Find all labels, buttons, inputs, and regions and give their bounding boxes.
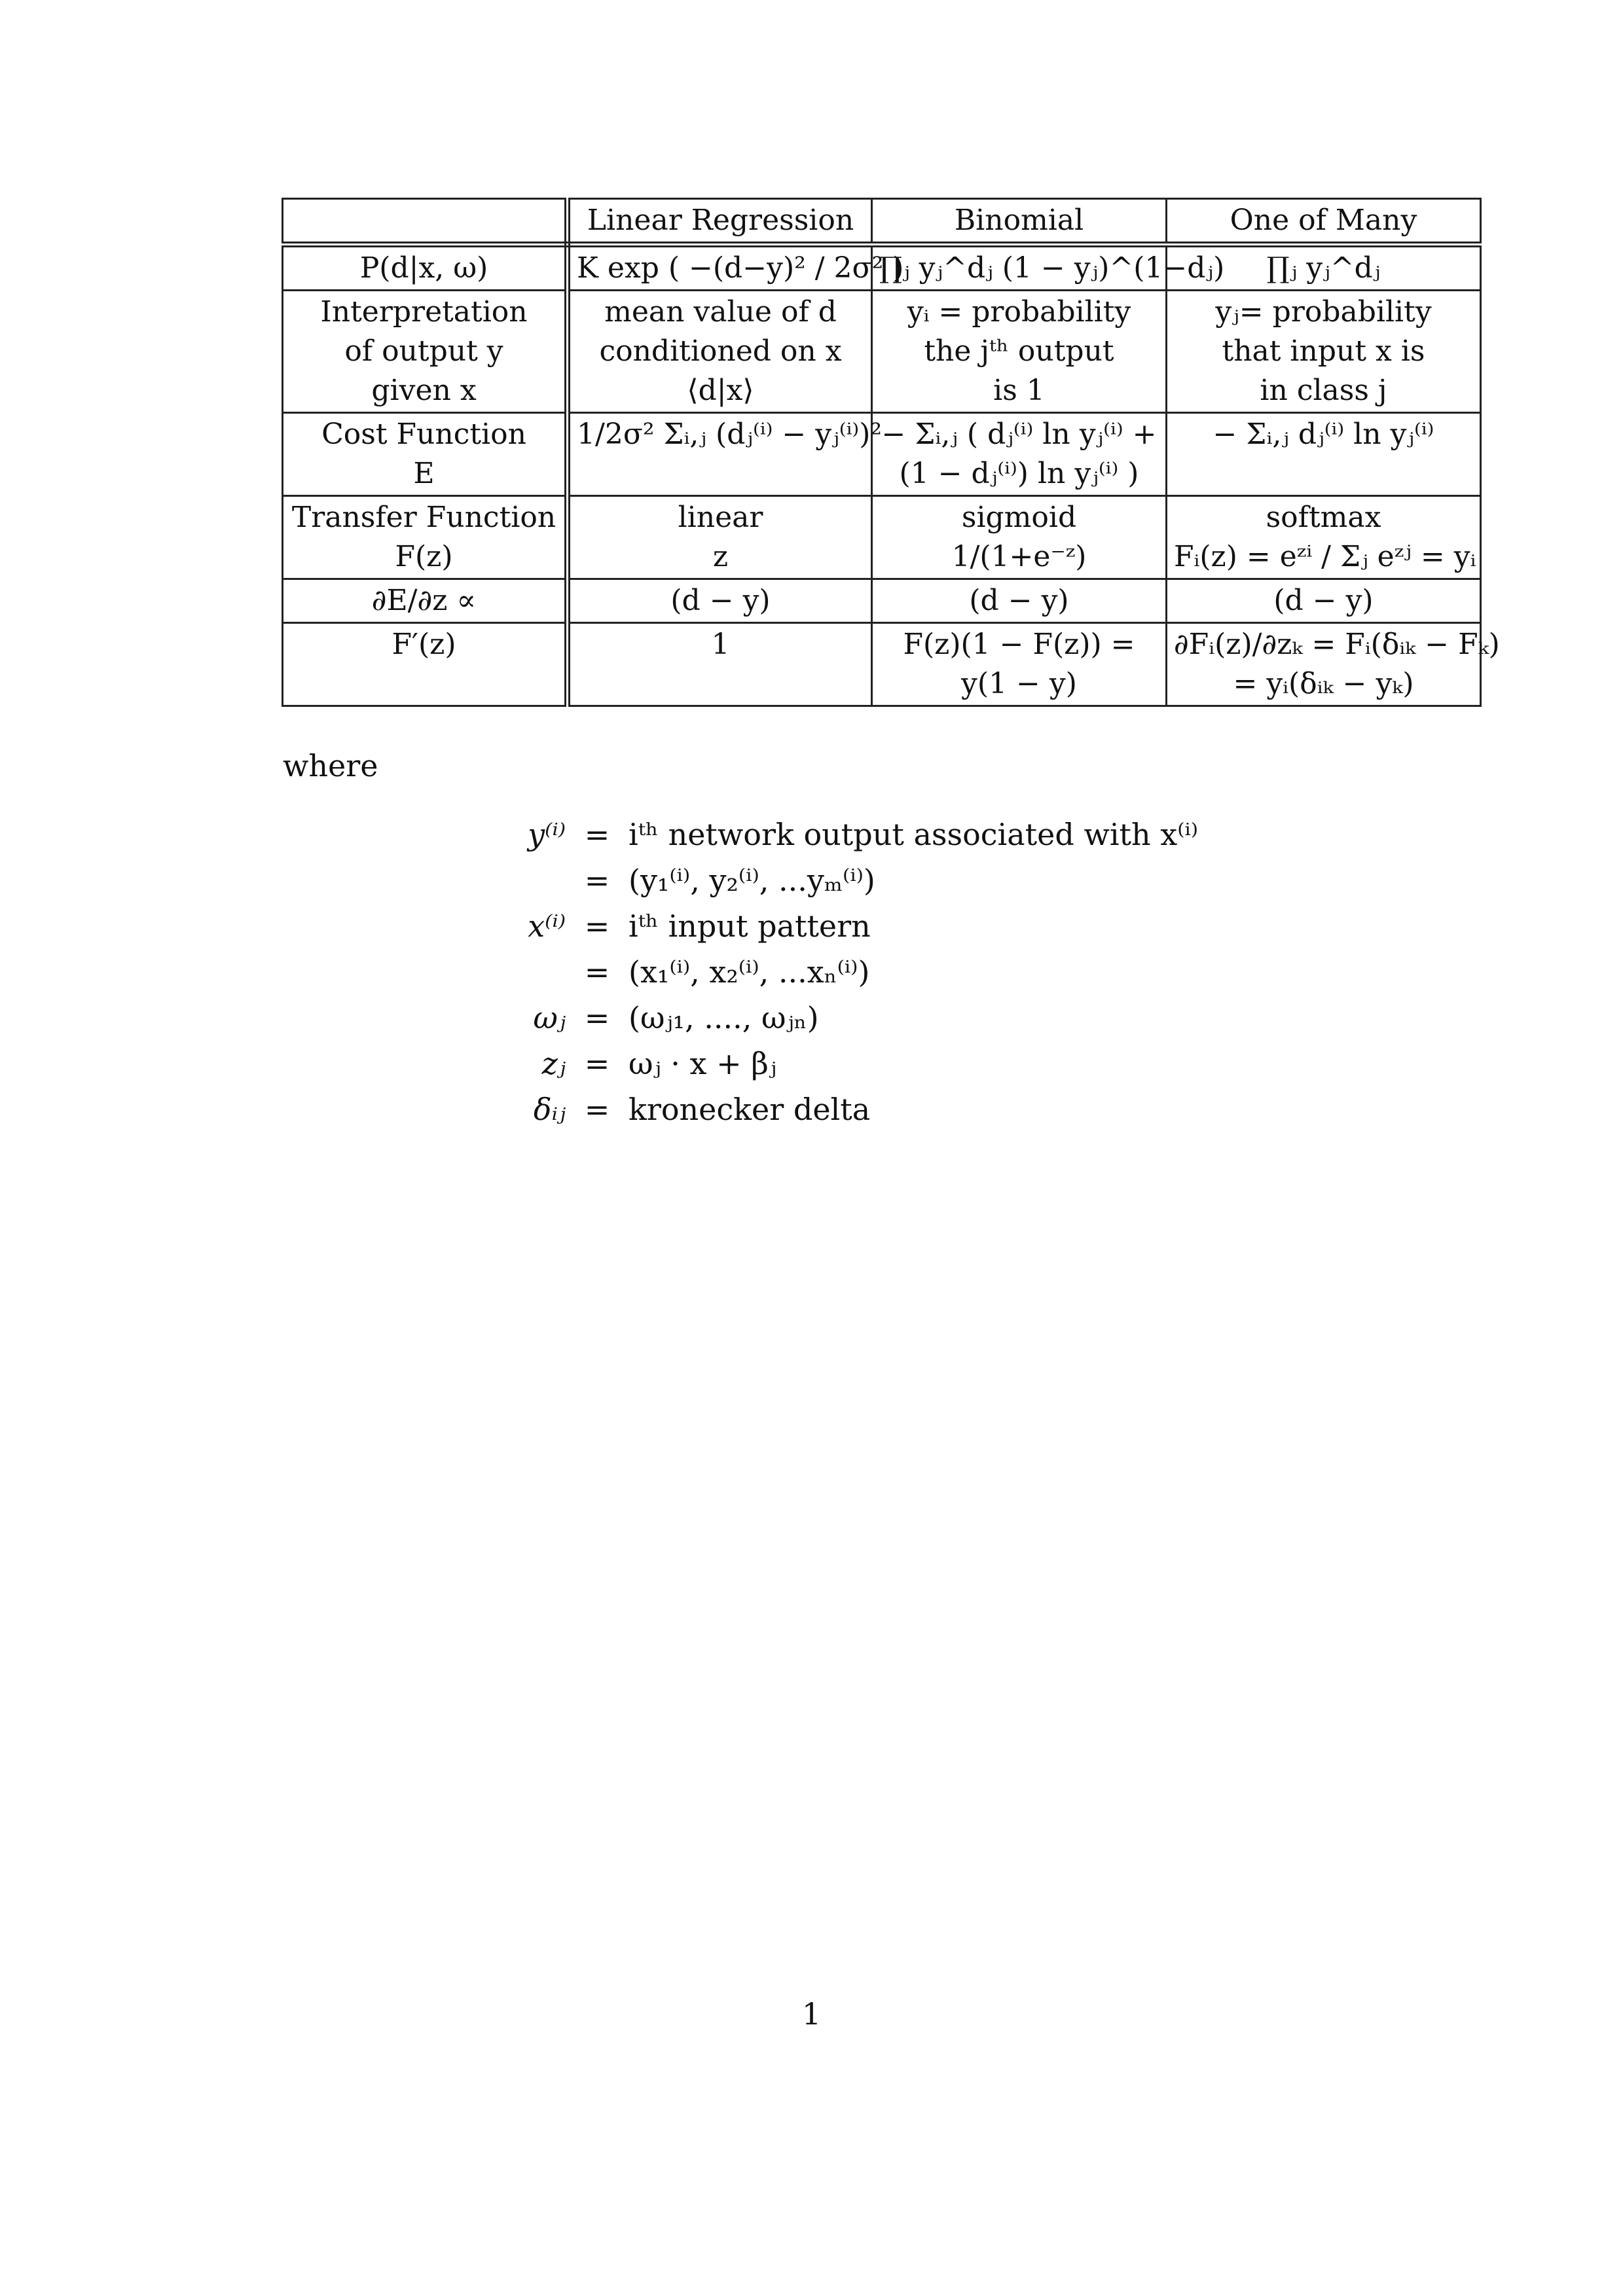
cell-line: ∂E/∂z ∝ xyxy=(371,584,477,617)
definition-symbol xyxy=(458,949,575,995)
equals-sign: = xyxy=(584,1092,610,1127)
cell-line: E xyxy=(413,457,435,490)
cell-line: z xyxy=(712,540,729,573)
definitions-body xyxy=(458,812,1207,1132)
linear-regression-cell xyxy=(568,413,883,496)
one-of-many-cell xyxy=(1167,496,1481,579)
row-label xyxy=(283,496,568,579)
cell-line: 1 xyxy=(711,628,730,661)
binomial-cell xyxy=(872,413,1167,496)
cell-line: linear xyxy=(678,501,763,534)
cell-line: K exp ( −(d−y)² / 2σ² ) xyxy=(577,251,904,285)
definition-symbol: y⁽ⁱ⁾ xyxy=(528,817,566,852)
definition-value: kronecker delta xyxy=(629,1092,871,1127)
definition-symbol: zⱼ xyxy=(541,1046,566,1081)
cell-line: (d − y) xyxy=(1273,584,1374,617)
definition-row xyxy=(458,903,1207,949)
table-row xyxy=(283,291,1481,413)
binomial-cell xyxy=(872,579,1167,623)
cell-line: 1/(1+e⁻ᶻ) xyxy=(951,540,1087,573)
cell-line: = yᵢ(δᵢₖ − yₖ) xyxy=(1233,667,1414,700)
binomial-cell xyxy=(872,623,1167,706)
cell-line: conditioned on x xyxy=(599,334,842,368)
comparison-table-body xyxy=(283,199,1500,706)
cell-line: that input x is xyxy=(1222,334,1425,368)
table-row xyxy=(283,496,1481,579)
where-label: where xyxy=(283,748,378,783)
equals-sign: = xyxy=(584,908,610,944)
cell-line: mean value of d xyxy=(604,295,837,329)
equals-sign: = xyxy=(584,954,610,990)
header-linear-regression: Linear Regression xyxy=(568,199,872,245)
definition-value: ωⱼ · x + βⱼ xyxy=(629,1046,777,1081)
cell-line: − Σᵢ,ⱼ dⱼ⁽ⁱ⁾ ln yⱼ⁽ⁱ⁾ xyxy=(1213,418,1434,451)
equals-sign: = xyxy=(584,817,610,852)
row-label xyxy=(283,291,568,413)
cell-line: Cost Function xyxy=(321,418,526,451)
cell-line: F′(z) xyxy=(392,628,456,661)
cell-line: 1/2σ² Σᵢ,ⱼ (dⱼ⁽ⁱ⁾ − yⱼ⁽ⁱ⁾)² xyxy=(577,418,883,451)
linear-regression-cell xyxy=(568,496,872,579)
row-label xyxy=(283,413,568,496)
header-binomial: Binomial xyxy=(872,199,1167,245)
cell-line: ⟨d|x⟩ xyxy=(687,374,754,407)
cell-line: in class j xyxy=(1260,374,1387,407)
cell-line: − Σᵢ,ⱼ ( dⱼ⁽ⁱ⁾ ln yⱼ⁽ⁱ⁾ + xyxy=(881,418,1157,451)
linear-regression-cell xyxy=(568,579,872,623)
cell-line: F(z) xyxy=(395,540,453,573)
cell-line: Interpretation xyxy=(320,295,528,329)
definition-row xyxy=(458,857,1207,903)
cell-line: F(z)(1 − F(z)) = xyxy=(903,628,1135,661)
row-label xyxy=(283,579,568,623)
definition-value: iᵗʰ network output associated with x⁽ⁱ⁾ xyxy=(629,817,1199,852)
row-label xyxy=(283,623,568,706)
cell-line: of output y xyxy=(344,334,503,368)
cell-line: the jᵗʰ output xyxy=(924,334,1114,368)
cell-line: (1 − dⱼ⁽ⁱ⁾) ln yⱼ⁽ⁱ⁾ ) xyxy=(899,457,1139,490)
definition-symbol: δᵢⱼ xyxy=(533,1092,566,1127)
cell-line: given x xyxy=(371,374,477,407)
cell-line: yᵢ = probability xyxy=(907,295,1131,329)
definition-row xyxy=(458,812,1207,857)
definition-row xyxy=(458,949,1207,995)
one-of-many-cell xyxy=(1167,291,1481,413)
linear-regression-cell xyxy=(568,623,872,706)
definition-value: (x₁⁽ⁱ⁾, x₂⁽ⁱ⁾, ...xₙ⁽ⁱ⁾) xyxy=(629,954,870,990)
definition-value: (y₁⁽ⁱ⁾, y₂⁽ⁱ⁾, ...yₘ⁽ⁱ⁾) xyxy=(629,863,875,898)
cell-line: ∏ⱼ yⱼ^dⱼ (1 − yⱼ)^(1−dⱼ) xyxy=(879,251,1225,285)
equals-sign: = xyxy=(584,863,610,898)
definition-value: iᵗʰ input pattern xyxy=(629,908,871,944)
one-of-many-cell xyxy=(1167,413,1481,496)
definition-value: (ωⱼ₁, ...., ωⱼₙ) xyxy=(629,1000,819,1035)
cell-line: softmax xyxy=(1266,501,1381,534)
one-of-many-cell xyxy=(1167,579,1481,623)
definition-symbol: ωⱼ xyxy=(533,1000,566,1035)
cell-line: (d − y) xyxy=(670,584,771,617)
definition-symbol xyxy=(458,857,575,903)
table-row xyxy=(283,623,1481,706)
binomial-cell xyxy=(872,245,1225,291)
header-one-of-many: One of Many xyxy=(1167,199,1481,245)
header-cell-empty xyxy=(283,199,568,245)
cell-line: Transfer Function xyxy=(291,501,556,534)
binomial-cell xyxy=(872,496,1167,579)
definition-row xyxy=(458,995,1207,1041)
equals-sign: = xyxy=(584,1000,610,1035)
one-of-many-cell xyxy=(1167,623,1500,706)
page-number: 1 xyxy=(801,1996,822,2032)
cell-line: Fᵢ(z) = eᶻⁱ / Σⱼ eᶻʲ = yᵢ xyxy=(1174,540,1476,573)
cell-line: is 1 xyxy=(993,374,1045,407)
definitions-list xyxy=(458,812,1207,1132)
definition-symbol: x⁽ⁱ⁾ xyxy=(528,908,566,944)
cell-line: ∏ⱼ yⱼ^dⱼ xyxy=(1266,251,1381,285)
cell-line: y(1 − y) xyxy=(961,667,1077,700)
equals-sign: = xyxy=(584,1046,610,1081)
cell-line: ∂Fᵢ(z)/∂zₖ = Fᵢ(δᵢₖ − Fₖ) xyxy=(1174,628,1500,661)
binomial-cell xyxy=(872,291,1167,413)
cell-line: yⱼ= probability xyxy=(1215,295,1432,329)
definition-row xyxy=(458,1041,1207,1086)
linear-regression-cell xyxy=(568,245,904,291)
row-label xyxy=(283,245,568,291)
cell-line: (d − y) xyxy=(969,584,1069,617)
definition-row xyxy=(458,1086,1207,1132)
cell-line: P(d|x, ω) xyxy=(359,251,488,285)
table-row xyxy=(283,245,1481,291)
table-row xyxy=(283,413,1481,496)
table-row xyxy=(283,579,1481,623)
comparison-table xyxy=(282,198,1500,707)
cell-line: sigmoid xyxy=(961,501,1077,534)
table-header-row xyxy=(283,199,1481,245)
linear-regression-cell xyxy=(568,291,872,413)
